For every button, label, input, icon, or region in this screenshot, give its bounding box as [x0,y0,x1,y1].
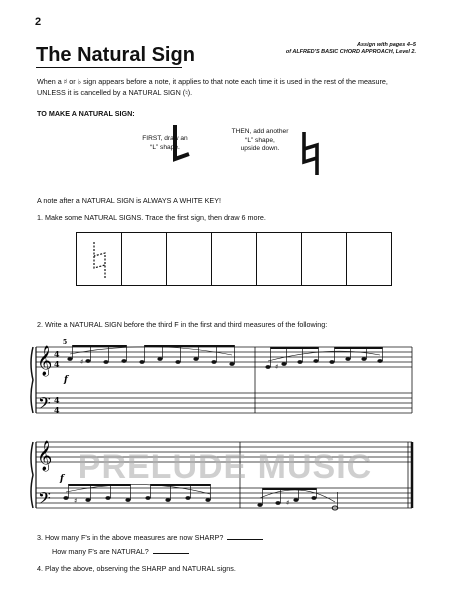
intro-part-3: sign appears before a note, it applies to that note each time it is used in the rest of the measure, UNLESS it is cancelled by a NATURAL SIGN ( [37,77,388,97]
question-3-natural [52,546,189,556]
svg-text:♯: ♯ [74,497,78,505]
svg-text:4: 4 [54,359,60,369]
natural-symbol: ♮ [185,88,188,97]
step-2-line-3: upside down. [240,145,280,152]
sharp-symbol: ♯ [63,77,68,86]
practice-cell[interactable] [77,233,122,285]
grand-staff-system-1 [30,337,420,427]
l-shape-diagram [170,123,192,165]
step-2-line-1: THEN, add another [231,128,289,135]
title-underline [36,67,182,68]
natural-sign-diagram [300,130,322,178]
bass-clef-icon: 𝄢 [38,393,51,417]
question-2: 2. Write a NATURAL SIGN before the third F in the first and third measures of the following: [37,320,328,329]
flat-symbol: ♭ [77,77,82,86]
question-3-sharp [37,532,263,542]
svg-text:f: f [60,474,64,484]
intro-part-4: ). [187,88,193,97]
step-1-line-2: “L” shape. [150,143,180,151]
practice-cell[interactable] [257,233,302,285]
question-3-natural-text: How many F's are NATURAL? [52,547,149,556]
svg-text:♯: ♯ [80,358,84,366]
treble-clef-icon: 𝄞 [37,346,53,376]
intro-part-2: or [69,77,76,86]
trace-natural-sign [90,240,110,280]
step-1-line-1: FIRST, draw an [142,135,188,142]
page-title: The Natural Sign [36,44,195,66]
intro-part-1: When a [37,77,62,86]
practice-cell[interactable] [212,233,257,285]
assign-note-line-1: Assign with pages 4–5 [357,42,416,48]
assign-note-line-2: of ALFRED'S BASIC CHORD APPROACH, Level 2. [285,49,416,55]
intro-paragraph [37,76,417,98]
question-3-sharp-text: 3. How many F's in the above measures are now SHARP? [37,533,224,542]
practice-cell[interactable] [167,233,212,285]
svg-text:f: f [64,375,68,385]
white-key-note: A note after a NATURAL SIGN is ALWAYS A WHITE KEY! [37,196,222,205]
watermark: PRELUDE MUSIC [77,448,373,486]
svg-text:4: 4 [54,405,60,415]
make-natural-heading: TO MAKE A NATURAL SIGN: [37,109,135,118]
practice-cell[interactable] [122,233,167,285]
treble-clef-icon: 𝄞 [37,441,53,471]
practice-cell[interactable] [347,233,391,285]
svg-text:♯: ♯ [275,363,279,371]
step-1-instruction [126,135,204,152]
question-4: 4. Play the above, observing the SHARP and NATURAL signs. [37,564,236,573]
question-1: 1. Make some NATURAL SIGNS. Trace the first sign, then draw 6 more. [37,213,266,222]
page-number: 2 [35,16,42,28]
assign-note [286,42,416,56]
practice-cell[interactable] [302,233,347,285]
svg-text:4: 4 [54,349,60,359]
step-2-line-2: “L” shape, [245,136,275,144]
svg-text:4: 4 [54,395,60,405]
svg-text:♯: ♯ [286,499,290,507]
step-2-instruction [221,128,299,154]
natural-sign-practice-grid [76,232,392,286]
natural-count-answer-blank[interactable] [153,546,189,554]
sharp-count-answer-blank[interactable] [227,532,263,540]
bass-clef-icon: 𝄢 [38,488,51,512]
svg-text:5: 5 [63,339,68,346]
